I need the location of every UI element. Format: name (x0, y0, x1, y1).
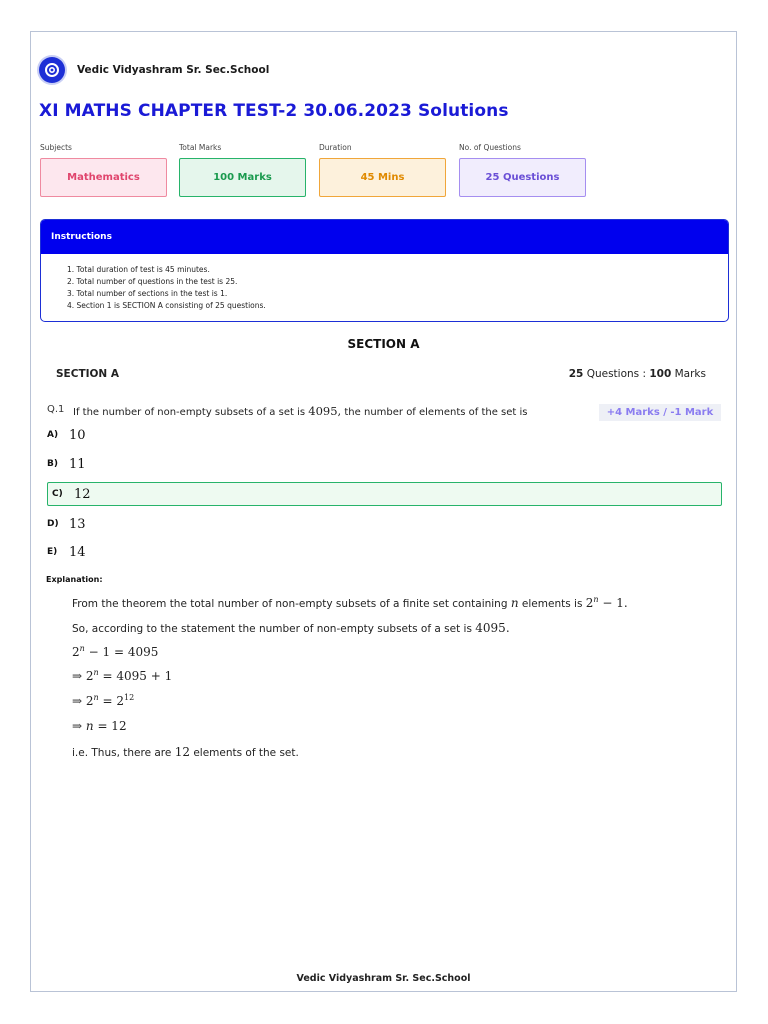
explanation-label: Explanation: (46, 575, 103, 584)
equation-2: ⇒ 2$^n$ = 4095 + 1 (72, 668, 173, 683)
section-summary (56, 368, 706, 384)
questions-label: No. of Questions (459, 143, 521, 152)
test-meta (40, 143, 600, 203)
section-title: SECTION A (56, 368, 120, 380)
school-logo-icon (39, 57, 65, 83)
duration-block (319, 143, 446, 197)
equation-4: ⇒ n = 12 (72, 719, 127, 733)
section-question-count: 25 (568, 368, 584, 380)
duration-label: Duration (319, 143, 352, 152)
subjects-label: Subjects (40, 143, 72, 152)
equation-1: 2$^n$ − 1 = 4095 (72, 644, 159, 659)
total-marks-label: Total Marks (179, 143, 222, 152)
option-label: E) (47, 547, 58, 557)
option-value: 12 (74, 486, 91, 502)
instructions-heading: Instructions (41, 220, 728, 254)
question-text (73, 404, 528, 418)
question-marks-badge: +4 Marks / -1 Mark (599, 404, 721, 421)
option-c-correct (47, 482, 722, 506)
option-d (47, 512, 722, 536)
explanation-text: elements is (521, 598, 583, 610)
option-e (47, 540, 722, 564)
question-row (47, 404, 721, 424)
instruction-item: 3. Total number of sections in the test is 1. (67, 289, 228, 298)
option-label: C) (52, 489, 63, 499)
math-value: 12 (174, 745, 190, 759)
explanation-text: i.e. Thus, there are (72, 747, 172, 759)
math-variable: n (510, 596, 519, 610)
subjects-block (40, 143, 167, 197)
explanation-text: From the theorem the total number of non-empty subsets of a finite set containing (72, 598, 508, 610)
question-text-before: If the number of non-empty subsets of a set is (73, 407, 306, 418)
explanation-text: elements of the set. (193, 747, 299, 759)
header (39, 57, 269, 83)
option-label: D) (47, 519, 59, 529)
math-value: 4095. (475, 621, 510, 635)
instruction-item: 1. Total duration of test is 45 minutes. (67, 265, 210, 274)
option-value: 11 (69, 456, 86, 472)
subjects-value: Mathematics (40, 158, 167, 197)
instructions-list (41, 254, 728, 312)
test-page (30, 31, 737, 992)
page-title: XI MATHS CHAPTER TEST-2 30.06.2023 Solutions (39, 101, 509, 121)
explanation-conclusion (72, 745, 712, 759)
option-label: B) (47, 459, 58, 469)
total-marks-value: 100 Marks (179, 158, 306, 197)
instruction-item: 2. Total number of questions in the test is 25. (67, 277, 238, 286)
duration-value: 45 Mins (319, 158, 446, 197)
footer-school-name: Vedic Vidyashram Sr. Sec.School (296, 973, 471, 984)
option-value: 13 (69, 516, 86, 532)
section-heading: SECTION A (347, 337, 420, 351)
questions-value: 25 Questions (459, 158, 586, 197)
question-text-after: the number of elements of the set is (344, 407, 528, 418)
questions-block (459, 143, 586, 197)
option-value: 14 (69, 544, 86, 560)
instruction-item: 4. Section 1 is SECTION A consisting of 25 questions. (67, 301, 266, 310)
question-text-value: 4095, (308, 404, 342, 418)
school-name: Vedic Vidyashram Sr. Sec.School (77, 64, 270, 76)
explanation-line-1 (72, 595, 712, 610)
option-a (47, 423, 722, 447)
explanation-text: So, according to the statement the number of non-empty subsets of a set is (72, 623, 472, 635)
instructions-panel (40, 219, 729, 322)
total-marks-block (179, 143, 306, 197)
option-value: 10 (69, 427, 86, 443)
explanation-line-2 (72, 621, 712, 635)
option-b (47, 452, 722, 476)
question-number: Q.1 (47, 404, 65, 415)
section-totals (569, 368, 706, 380)
section-questions-word: Questions : (586, 368, 647, 380)
section-marks-word: Marks (674, 368, 706, 380)
option-label: A) (47, 430, 59, 440)
equation-3: ⇒ $2^n = 2^{12}$ (72, 693, 135, 708)
math-expression: 2$^n$ − 1. (585, 595, 628, 610)
section-marks-count: 100 (649, 368, 672, 380)
